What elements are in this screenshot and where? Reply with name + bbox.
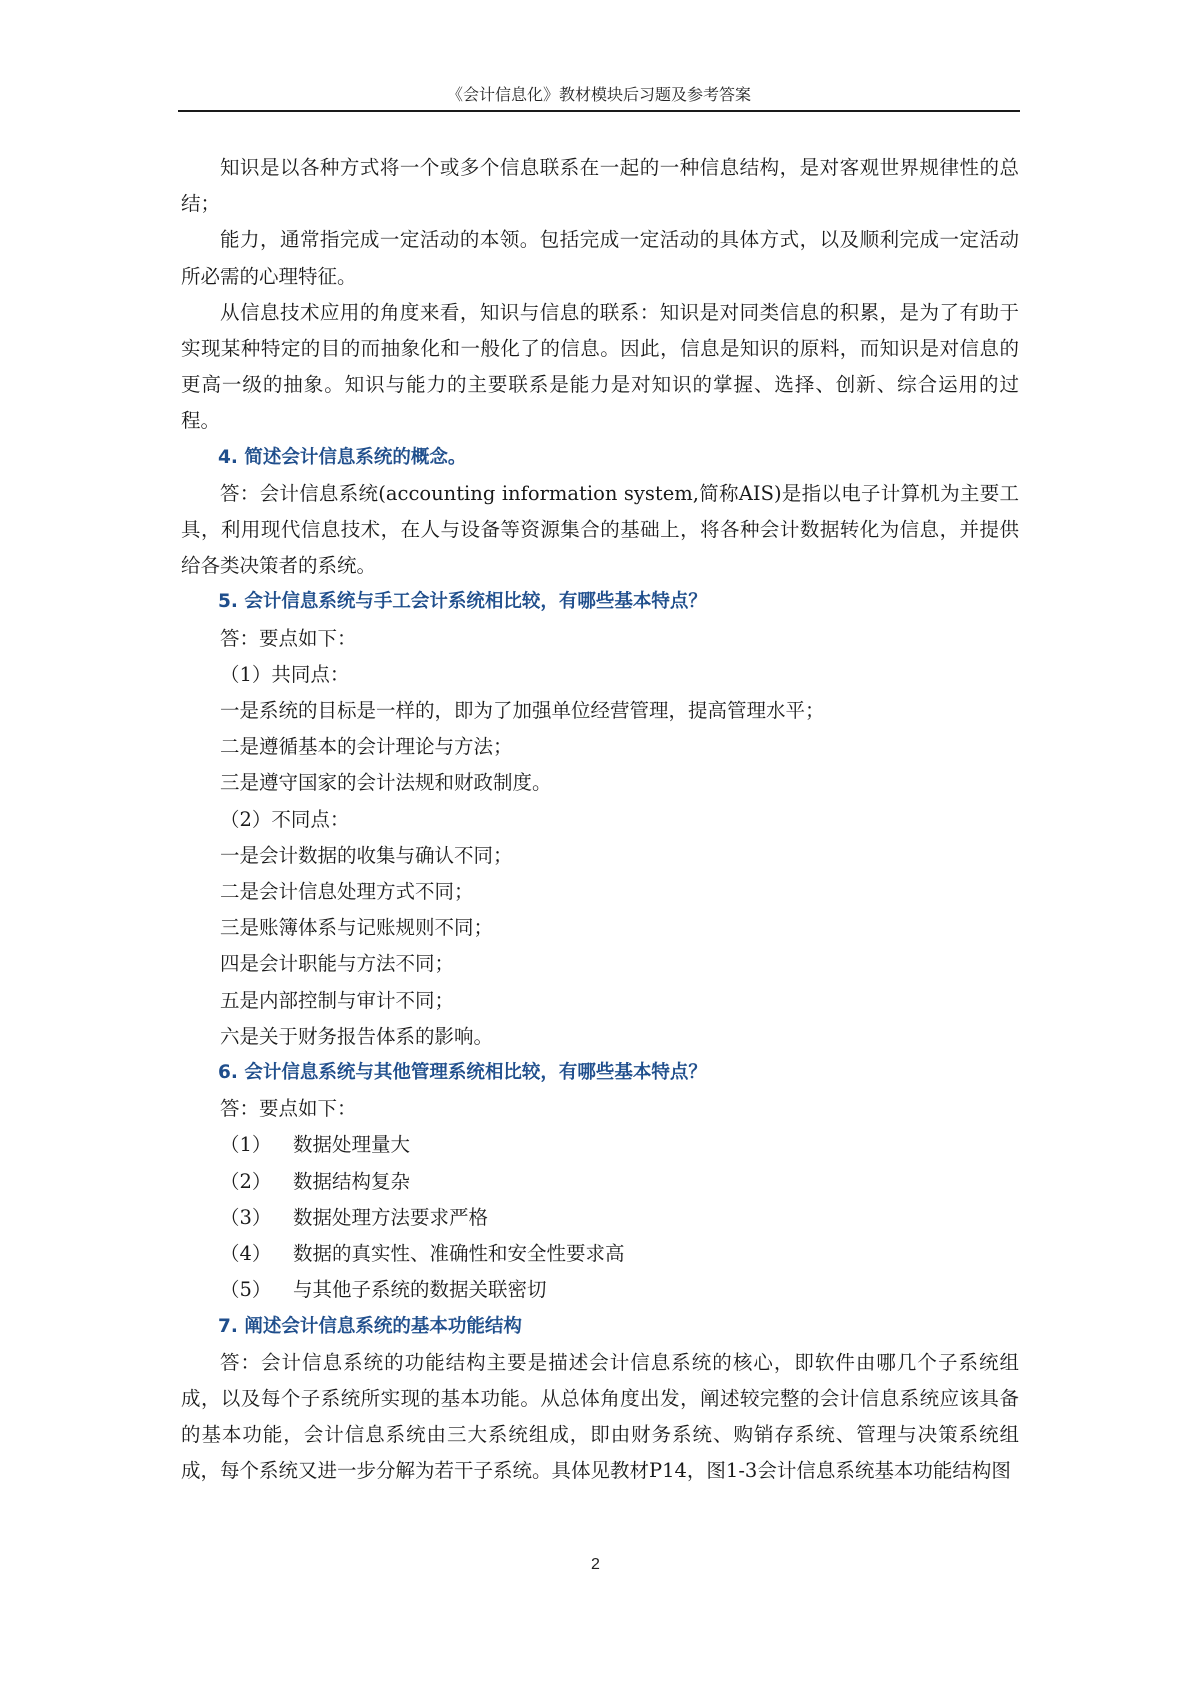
answer-7: 答：会计信息系统的功能结构主要是描述会计信息系统的核心，即软件由哪几个子系统组成，以及每个子系统所实现的基本功能。从总体角度出发，阐述较完整的会计信息系统应该具备的基本功能，会计信息系统由三大系统组成，即由财务系统、购销存系统、管理与决策系统组成，每个系统又进一步分解为若干子系统。具体见教材P14，图1-3会计信息系统基本功能结构图 xyxy=(181,1350,1019,1483)
running-header: 《会计信息化》教材模块后习题及参考答案 xyxy=(446,85,751,104)
paragraph-relation: 从信息技术应用的角度来看，知识与信息的联系：知识是对同类信息的积累，是为了有助于实现某种特定的目的而抽象化和一般化了的信息。因此，信息是知识的原料，而知识是对信息的更高一级的抽象。知识与能力的主要联系是能力是对知识的掌握、选择、创新、综合运用的过程。 xyxy=(181,300,1019,433)
list-item xyxy=(181,1200,1019,1236)
list-item: 二是遵循基本的会计理论与方法； xyxy=(220,735,513,759)
list-item-number: （2） xyxy=(220,1169,272,1193)
list-item-number: （1） xyxy=(220,1133,272,1157)
answer-5-intro: 答：要点如下： xyxy=(220,626,357,650)
list-item-text: 数据处理量大 xyxy=(293,1133,411,1157)
list-item-text: 与其他子系统的数据关联密切 xyxy=(293,1278,547,1302)
question-4: 4. 简述会计信息系统的概念。 xyxy=(218,446,467,468)
question-5: 5. 会计信息系统与手工会计系统相比较，有哪些基本特点？ xyxy=(218,591,707,613)
answer-6-intro: 答：要点如下： xyxy=(220,1097,357,1121)
list-item: 三是账簿体系与记账规则不同； xyxy=(220,916,494,940)
list-item: 五是内部控制与审计不同； xyxy=(220,988,455,1012)
list-item: 一是会计数据的收集与确认不同； xyxy=(220,843,513,867)
list-item: 三是遵守国家的会计法规和财政制度。 xyxy=(220,771,552,795)
list-item-number: （5） xyxy=(220,1278,272,1302)
answer-4: 答：会计信息系统(accounting information system,简称AIS)是指以电子计算机为主要工具，利用现代信息技术，在人与设备等资源集合的基础上，将各种会计数据转化为信息，并提供给各类决策者的系统。 xyxy=(181,481,1019,578)
page-number: 2 xyxy=(591,1556,600,1573)
list-item: 六是关于财务报告体系的影响。 xyxy=(220,1024,494,1048)
answer-5-same-title: （1）共同点： xyxy=(220,662,350,686)
list-item: 二是会计信息处理方式不同； xyxy=(220,880,474,904)
list-item xyxy=(181,1164,1019,1200)
list-item xyxy=(181,1236,1019,1272)
question-6: 6. 会计信息系统与其他管理系统相比较，有哪些基本特点？ xyxy=(218,1062,707,1084)
header-rule xyxy=(178,110,1020,112)
question-7: 7. 阐述会计信息系统的基本功能结构 xyxy=(218,1315,522,1337)
paragraph-knowledge: 知识是以各种方式将一个或多个信息联系在一起的一种信息结构，是对客观世界规律性的总结； xyxy=(181,156,1019,216)
list-item-number: （3） xyxy=(220,1205,272,1229)
list-item-text: 数据处理方法要求严格 xyxy=(293,1205,489,1229)
paragraph-ability: 能力，通常指完成一定活动的本领。包括完成一定活动的具体方式，以及顺利完成一定活动所必需的心理特征。 xyxy=(181,228,1019,288)
list-item: 一是系统的目标是一样的，即为了加强单位经营管理，提高管理水平； xyxy=(220,699,825,723)
list-item-number: （4） xyxy=(220,1242,272,1266)
list-item-text: 数据结构复杂 xyxy=(293,1169,411,1193)
answer-5-diff-title: （2）不同点： xyxy=(220,807,350,831)
list-item xyxy=(181,1272,1019,1308)
list-item xyxy=(181,1127,1019,1163)
list-item-text: 数据的真实性、准确性和安全性要求高 xyxy=(293,1242,625,1266)
list-item: 四是会计职能与方法不同； xyxy=(220,952,455,976)
document-body xyxy=(181,150,1019,1490)
